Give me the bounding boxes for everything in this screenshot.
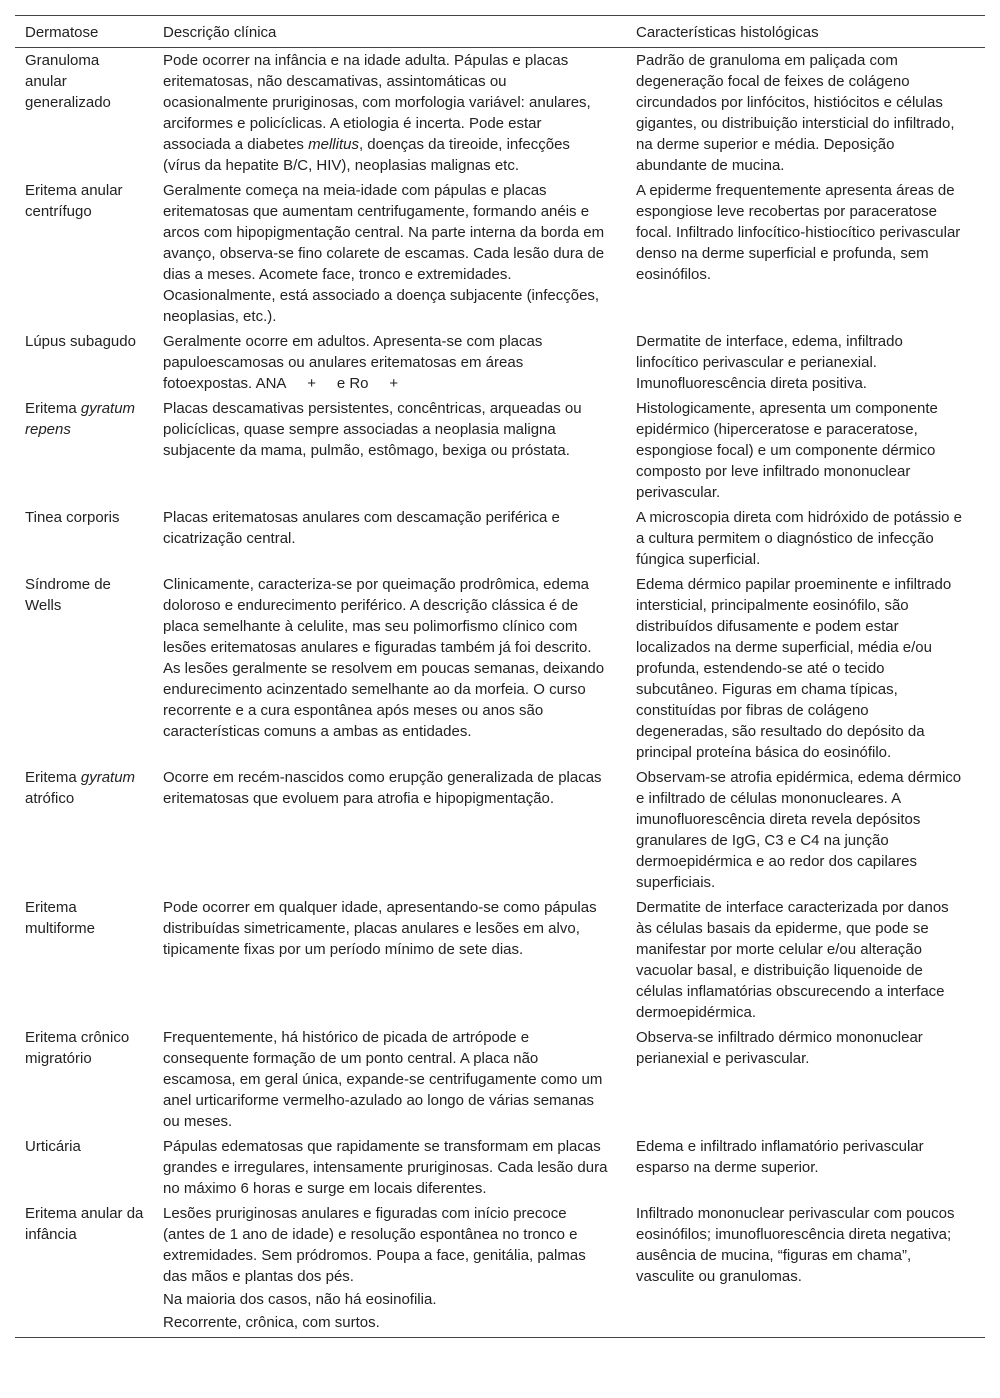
cell-dermatose (15, 329, 153, 396)
cell-histologia (626, 48, 985, 179)
dermatose-name: Eritema multiforme (25, 899, 96, 937)
histologia-text: Histologicamente, apresenta um componente epidérmico (hiperceratose e paraceratose, espongiose focal) e um componente dérmico composto por leve infiltrado mononuclear perivascular. (636, 400, 938, 501)
table-row (15, 895, 985, 1025)
dermatose-name: Lúpus subagudo (25, 333, 136, 350)
descricao-text: Placas descamativas persistentes, concêntricas, arqueadas ou policíclicas, quase sempre associadas a neoplasia maligna subjacente da mama, pulmão, estômago, bexiga ou próstata. (163, 400, 582, 459)
table-row (15, 1134, 985, 1201)
dermatose-name: Eritema crônico migratório (25, 1029, 130, 1067)
cell-histologia (626, 1134, 985, 1201)
cell-descricao (153, 48, 626, 179)
table-row (15, 505, 985, 572)
descricao-text (163, 50, 608, 176)
dermatose-name: Eritema anular da infância (25, 1205, 144, 1243)
descricao-text: Pode ocorrer em qualquer idade, apresentando-se como pápulas distribuídas simetricamente, placas anulares e lesões em alvo, tipicamente fixas por um período mínimo de sete dias. (163, 899, 597, 958)
table-row (15, 396, 985, 505)
cell-descricao (153, 572, 626, 765)
dermatose-name-italic: gyratum repens (25, 400, 136, 438)
cell-descricao (153, 895, 626, 1025)
cell-dermatose (15, 178, 153, 329)
dermatose-name: Síndrome de Wells (25, 576, 111, 614)
descricao-text: Recorrente, crônica, com surtos. (163, 1314, 380, 1331)
dermatoses-table (15, 15, 985, 1338)
descricao-segment: , doenças da tireoide, infecções (vírus da hepatite B/C, HIV), neoplasias malignas etc. (163, 136, 570, 174)
histologia-text: Infiltrado mononuclear perivascular com poucos eosinófilos; imunofluorescência direta negativa; ausência de mucina, “figuras em chama”, vasculite ou granulomas. (636, 1205, 955, 1285)
cell-histologia (626, 1201, 985, 1338)
cell-descricao (153, 396, 626, 505)
dermatose-name-italic: gyratum (80, 769, 136, 786)
cell-descricao (153, 765, 626, 895)
cell-dermatose (15, 572, 153, 765)
histologia-text: Padrão de granuloma em paliçada com degeneração focal de feixes de colágeno circundados por linfócitos, histiócitos e células gigantes, ou distribuição intersticial do infiltrado, na derme superior e média. Deposição abundante de mucina. (636, 52, 955, 174)
cell-dermatose (15, 1134, 153, 1201)
header-dermatose: Dermatose (15, 16, 153, 48)
cell-histologia (626, 572, 985, 765)
descricao-text: Pápulas edematosas que rapidamente se transformam em placas grandes e irregulares, intensamente pruriginosas. Cada lesão dura no máximo 6 horas e surge em locais diferentes. (163, 1138, 608, 1197)
cell-histologia (626, 505, 985, 572)
cell-histologia (626, 178, 985, 329)
dermatose-name: Tinea corporis (25, 509, 120, 526)
dermatose-name: Eritema anular centrífugo (25, 182, 123, 220)
descricao-italic-term: mellitus (308, 136, 359, 153)
dermatose-name: Eritema (25, 400, 81, 417)
table-row (15, 329, 985, 396)
cell-histologia (626, 895, 985, 1025)
header-descricao-clinica: Descrição clínica (153, 16, 626, 48)
table-row (15, 1025, 985, 1134)
histologia-text: Observa-se infiltrado dérmico mononuclear perianexial e perivascular. (636, 1029, 923, 1067)
cell-histologia (626, 329, 985, 396)
dermatoses-table-container (15, 15, 985, 1338)
cell-dermatose (15, 396, 153, 505)
cell-dermatose (15, 505, 153, 572)
cell-descricao (153, 329, 626, 396)
histologia-text: A microscopia direta com hidróxido de potássio e a cultura permitem o diagnóstico de infecção fúngica superficial. (636, 509, 963, 568)
descricao-text: Placas eritematosas anulares com descamação periférica e cicatrização central. (163, 509, 560, 547)
histologia-text: Dermatite de interface, edema, infiltrado linfocítico perivascular e perianexial. Imunofluorescência direta positiva. (636, 333, 903, 392)
cell-dermatose (15, 48, 153, 179)
histologia-text: Dermatite de interface caracterizada por danos às células basais da epiderme, que pode se manifestar por morte celular e/ou alteração vacuolar basal, e distribuição liquenoide de células inflamatórias obscurecendo a interface dermoepidérmica. (636, 899, 949, 1021)
cell-descricao (153, 505, 626, 572)
descricao-text: Geralmente começa na meia-idade com pápulas e placas eritematosas que aumentam centrifugamente, formando anéis e arcos com hipopigmentação central. Na parte interna da borda em avanço, observa-se fino colarete de escamas. Cada lesão dura de dias a meses. Acomete face, tronco e extremidades. Ocasionalmente, está associado a doença subjacente (infecções, neoplasias, etc.). (163, 182, 605, 325)
cell-dermatose (15, 765, 153, 895)
cell-descricao (153, 178, 626, 329)
dermatose-name-suffix: atrófico (25, 790, 75, 807)
table-row (15, 178, 985, 329)
table-row (15, 572, 985, 765)
histologia-text: Edema e infiltrado inflamatório perivascular esparso na derme superior. (636, 1138, 924, 1176)
table-row (15, 765, 985, 895)
cell-dermatose (15, 895, 153, 1025)
table-body (15, 48, 985, 1338)
cell-descricao (153, 1201, 626, 1338)
dermatose-name: Urticária (25, 1138, 81, 1155)
cell-histologia (626, 396, 985, 505)
table-row (15, 48, 985, 179)
histologia-text: A epiderme frequentemente apresenta áreas de espongiose leve recobertas por paraceratose focal. Infiltrado linfocítico-histiocítico perivascular denso na derme superficial e profunda, sem eosinófilos. (636, 182, 961, 283)
dermatose-name: Granuloma anular generalizado (25, 52, 111, 111)
cell-histologia (626, 765, 985, 895)
descricao-text: Frequentemente, há histórico de picada de artrópode e consequente formação de um ponto central. A placa não escamosa, em geral única, expande-se centrifugamente como um anel urticariforme vermelho-azulado ao longo de várias semanas ou meses. (163, 1029, 603, 1130)
table-row (15, 1201, 985, 1338)
histologia-text: Observam-se atrofia epidérmica, edema dérmico e infiltrado de células mononucleares. A imunofluorescência direta revela depósitos granulares de IgG, C3 e C4 na junção dermoepidérmica e ao redor dos capilares superficiais. (636, 769, 962, 891)
descricao-text: Clinicamente, caracteriza-se por queimação prodrômica, edema doloroso e endurecimento periférico. A descrição clássica é de placa semelhante à celulite, mas seu polimorfismo clínico com lesões eritematosas anulares e figuradas também já foi descrito. As lesões geralmente se resolvem em poucas semanas, deixando endurecimento acinzentado semelhante ao da morfeia. O curso recorrente e a cura espontânea após meses ou anos são características comuns a ambas as entidades. (163, 576, 605, 740)
dermatose-name: Eritema (25, 769, 81, 786)
cell-histologia (626, 1025, 985, 1134)
descricao-text: Na maioria dos casos, não há eosinofilia. (163, 1291, 437, 1308)
cell-dermatose (15, 1025, 153, 1134)
cell-descricao (153, 1134, 626, 1201)
table-header (15, 16, 985, 48)
cell-dermatose (15, 1201, 153, 1338)
header-caracteristicas-histologicas: Características histológicas (626, 16, 985, 48)
descricao-text: Geralmente ocorre em adultos. Apresenta-se com placas papuloescamosas ou anulares eritematosas em áreas fotoexpostas. ANA + e Ro + (163, 333, 543, 392)
descricao-text: Ocorre em recém-nascidos como erupção generalizada de placas eritematosas que evoluem para atrofia e hipopigmentação. (163, 769, 602, 807)
header-row (15, 16, 985, 48)
descricao-text: Lesões pruriginosas anulares e figuradas com início precoce (antes de 1 ano de idade) e resolução espontânea no tronco e extremidades. Sem pródromos. Poupa a face, genitália, palmas das mãos e plantas dos pés. (163, 1205, 586, 1285)
descricao-segment: Pode ocorrer na infância e na idade adulta. Pápulas e placas eritematosas, não descamativas, assintomáticas ou ocasionalmente pruriginosas, com morfologia variável: anulares, arciformes e policíclicas. A etiologia é incerta. Pode estar associada a diabetes (163, 52, 591, 153)
cell-descricao (153, 1025, 626, 1134)
histologia-text: Edema dérmico papilar proeminente e infiltrado intersticial, principalmente eosinófilo, são distribuídos difusamente e podem estar localizados na derme superficial, média e/ou profunda, estendendo-se até o tecido subcutâneo. Figuras em chama típicas, constituídas por fibras de colágeno degeneradas, são resultado do depósito da principal proteína básica do eosinófilo. (636, 576, 952, 761)
